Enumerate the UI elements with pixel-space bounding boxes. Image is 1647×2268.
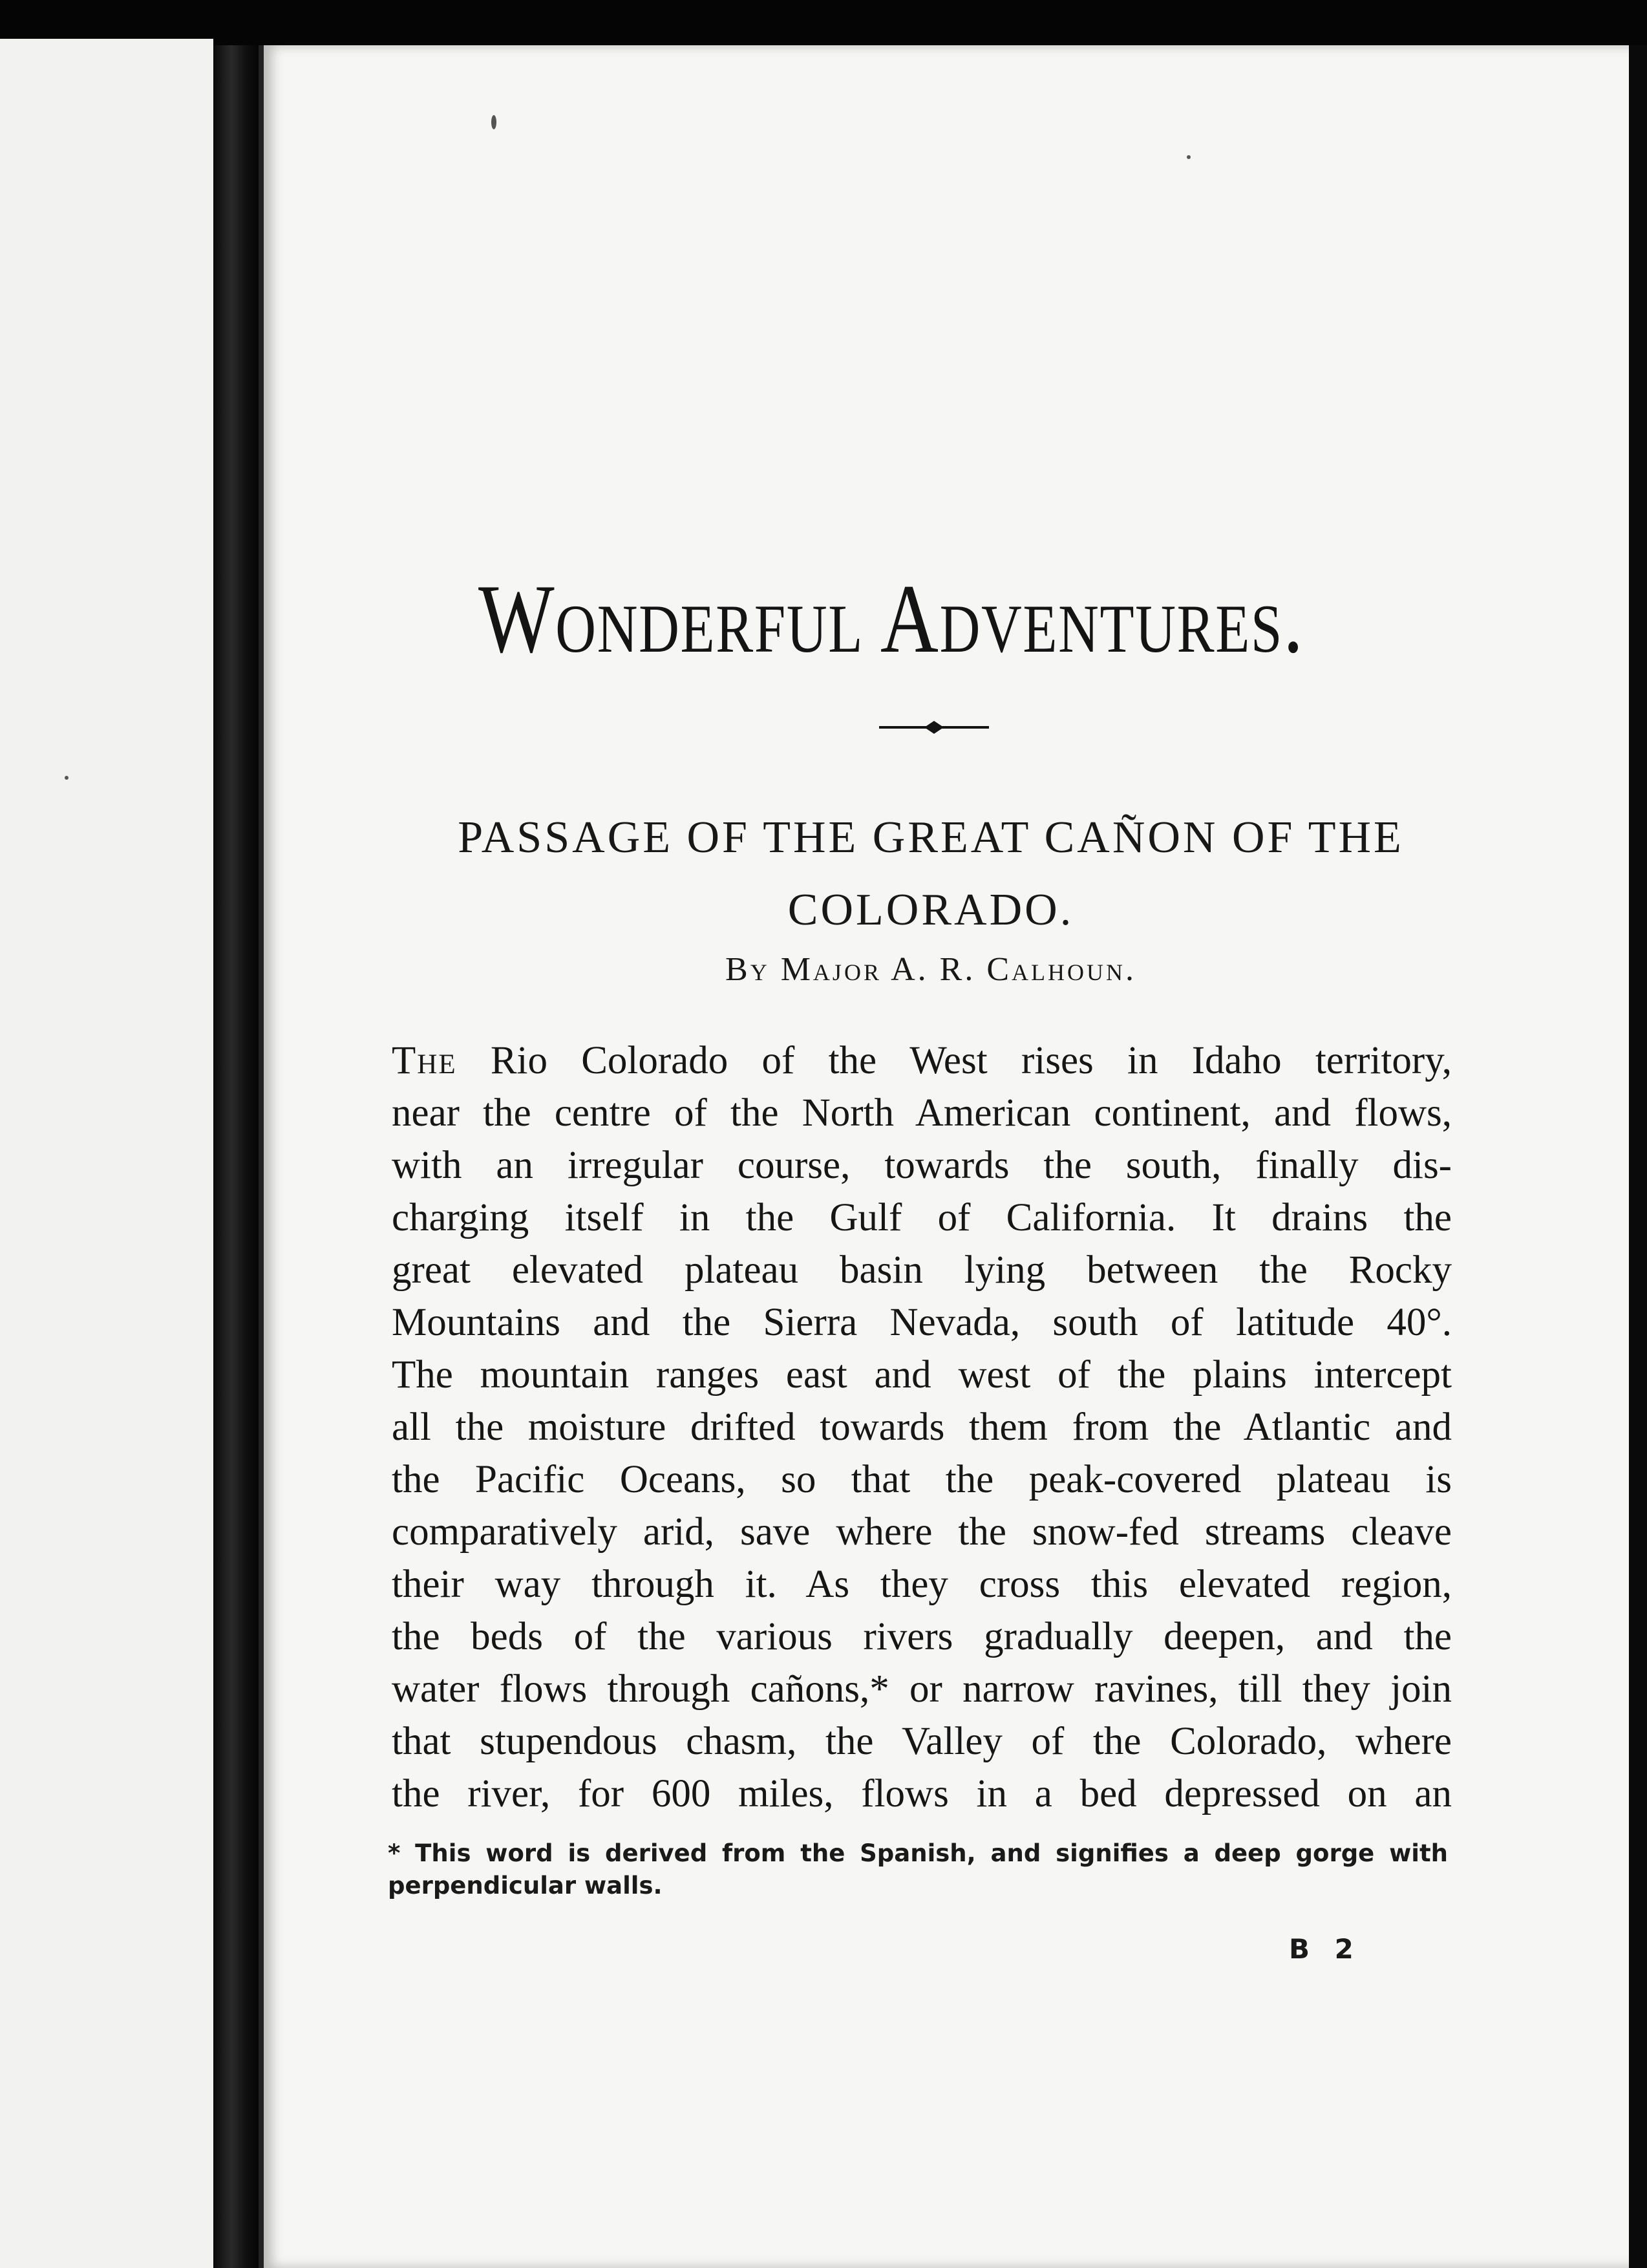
chapter-heading bbox=[401, 802, 1461, 947]
paragraph-line: that stupendous chasm, the Valley of the Colorado, where bbox=[392, 1720, 1452, 1763]
paragraph-line: all the moisture drifted towards them from the Atlantic and bbox=[392, 1406, 1452, 1449]
chapter-heading-line: PASSAGE OF THE GREAT CAÑON OF THE bbox=[458, 813, 1404, 862]
ink-speck bbox=[491, 115, 496, 129]
footnote-line: * This word is derived from the Spanish, and signifies a deep gorge with bbox=[388, 1839, 1448, 1867]
paragraph-line: the river, for 600 miles, flows in a bed depressed on an bbox=[392, 1772, 1452, 1815]
paragraph-line: The Rio Colorado of the West rises in Idaho territory, bbox=[392, 1039, 1452, 1082]
ink-speck bbox=[1187, 155, 1191, 159]
paragraph-line: near the centre of the North American continent, and flows, bbox=[392, 1091, 1452, 1135]
paragraph-line: the Pacific Oceans, so that the peak-covered plateau is bbox=[392, 1458, 1452, 1501]
author-byline: By Major A. R. Calhoun. bbox=[725, 951, 1136, 988]
paragraph-line: the beds of the various rivers gradually deepen, and the bbox=[392, 1615, 1452, 1658]
signature-mark: B 2 bbox=[1289, 1933, 1361, 1965]
paragraph-line: Mountains and the Sierra Nevada, south of latitude 40°. bbox=[392, 1301, 1452, 1344]
footnote-line: perpendicular walls. bbox=[388, 1872, 663, 1899]
page-title: Wonderful Adventures. bbox=[478, 564, 1304, 673]
paragraph-line: great elevated plateau basin lying between the Rocky bbox=[392, 1248, 1452, 1292]
paragraph-line: charging itself in the Gulf of California. It drains the bbox=[392, 1196, 1452, 1239]
scan-right-border bbox=[1629, 45, 1647, 2268]
chapter-heading-line: COLORADO. bbox=[787, 885, 1074, 935]
drop-lead-word: The bbox=[392, 1039, 457, 1082]
paragraph-line: their way through it. As they cross this elevated region, bbox=[392, 1563, 1452, 1606]
paragraph-line: with an irregular course, towards the south, finally dis- bbox=[392, 1144, 1452, 1187]
footnote bbox=[388, 1837, 1448, 1902]
paragraph-line: water flows through cañons,* or narrow ravines, till they join bbox=[392, 1667, 1452, 1711]
scan-top-border bbox=[0, 0, 1647, 47]
facing-page bbox=[0, 39, 213, 2268]
body-paragraph bbox=[392, 1034, 1452, 1820]
paragraph-line: The mountain ranges east and west of the plains intercept bbox=[392, 1353, 1452, 1396]
book-spine bbox=[213, 45, 259, 2268]
ornament-divider-icon bbox=[879, 718, 989, 737]
paragraph-line: comparatively arid, save where the snow-fed streams cleave bbox=[392, 1510, 1452, 1554]
ink-speck bbox=[65, 776, 69, 780]
